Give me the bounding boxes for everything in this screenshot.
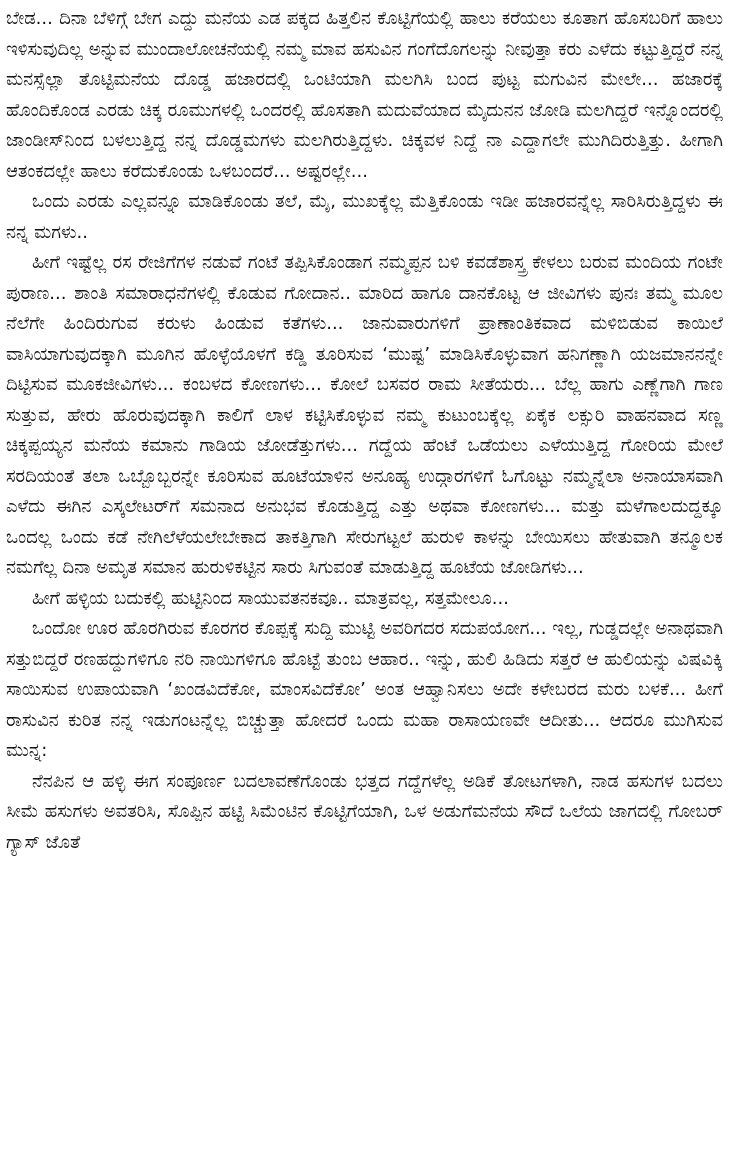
paragraph-4: ಹೀಗೆ ಹಳ್ಳಿಯ ಬದುಕಲ್ಲಿ ಹುಟ್ಟಿನಿಂದ ಸಾಯುವತನಕವೂ.. ಮಾತ್ರವಲ್ಲ, ಸತ್ತಮೇಲೂ...	[32, 587, 509, 609]
paragraph-2: ಒಂದು ಎರಡು ಎಲ್ಲವನ್ನೂ ಮಾಡಿಕೊಂಡು ತಲೆ, ಮೈ, ಮುಖಕ್ಕೆಲ್ಲ ಮೆತ್ತಿಕೊಂಡು ಇಡೀ ಹಜಾರವನ್ನೆಲ್ಲ ಸಾರಿಸಿರುತ್ತಿದ್ದಳು ಈ ನನ್ನ ಮಗಳು..	[6, 191, 723, 243]
paragraph-6: ನೆನಪಿನ ಆ ಹಳ್ಳಿ ಈಗ ಸಂಪೂರ್ಣ ಬದಲಾವಣೆಗೊಂಡು ಭತ್ತದ ಗದ್ದೆಗಳೆಲ್ಲ ಅಡಿಕೆ ತೋಟಗಳಾಗಿ, ನಾಡ ಹಸುಗಳ ಬದಲು ಸೀಮೆ ಹಸುಗಳು ಅವತರಿಸಿ, ಸೊಪ್ಪಿನ ಹಟ್ಟಿ ಸಿಮೆಂಟಿನ ಕೊಟ್ಟಿಗೆಯಾಗಿ, ಒಳ ಅಡುಗೆಮನೆಯ ಸೌದೆ ಒಲೆಯ ಜಾಗದಲ್ಲಿ ಗೋಬರ್ ಗ್ಯಾಸ್ ಜೊತೆ	[6, 770, 723, 853]
document-body	[6, 4, 723, 858]
paragraph-3: ಹೀಗೆ ಇಷ್ಟೆಲ್ಲ ರಸ ರೇಜಿಗೆಗಳ ನಡುವೆ ಗಂಟೆ ತಪ್ಪಿಸಿಕೊಂಡಾಗ ನಮ್ಮಪ್ಪನ ಬಳಿ ಕವಡೆಶಾಸ್ತ್ರ ಕೇಳಲು ಬರುವ ಮಂದಿಯ ಗಂಟೇ ಪುರಾಣ... ಶಾಂತಿ ಸಮಾರಾಧನೆಗಳಲ್ಲಿ ಕೊಡುವ ಗೋದಾನ.. ಮಾರಿದ ಹಾಗೂ ದಾನಕೊಟ್ಟ ಆ ಜೀವಿಗಳು ಪುನಃ ತಮ್ಮ ಮೂಲ ನೆಲೆಗೇ ಹಿಂದಿರುಗುವ ಕರುಳು ಹಿಂಡುವ ಕತೆಗಳು... ಜಾನುವಾರುಗಳಿಗೆ ಪ್ರಾಣಾಂತಿಕವಾದ ಮಳಿಬಿಡುವ ಕಾಯಿಲೆ ವಾಸಿಯಾಗುವುದಕ್ಕಾಗಿ ಮೂಗಿನ ಹೊಳ್ಳೆಯೊಳಗೆ ಕಡ್ಡಿ ತೂರಿಸುವ ‘ಮುಷ್ಟ’ ಮಾಡಿಸಿಕೊಳ್ಳುವಾಗ ಹನಿಗಣ್ಣಾಗಿ ಯಜಮಾನನನ್ನೇ ದಿಟ್ಟಿಸುವ ಮೂಕಜೀವಿಗಳು... ಕಂಬಳದ ಕೋಣಗಳು... ಕೋಲೆ ಬಸವರ ರಾಮ ಸೀತೆಯರು... ಬೆಲ್ಲ ಹಾಗು ಎಣ್ಣೆಗಾಗಿ ಗಾಣ ಸುತ್ತುವ, ಹೇರು ಹೊರುವುದಕ್ಕಾಗಿ ಕಾಲಿಗೆ ಲಾಳ ಕಟ್ಟಿಸಿಕೊಳ್ಳುವ ನಮ್ಮ ಕುಟುಂಬಕ್ಕೆಲ್ಲ ಏಕೈಕ ಲಕ್ಸುರಿ ವಾಹನವಾದ ಸಣ್ಣ ಚಿಕ್ಕಪ್ಪಯ್ಯನ ಮನೆಯ ಕಮಾನು ಗಾಡಿಯ ಜೋಡೆತ್ತುಗಳು... ಗದ್ದೆಯ ಹೆಂಟೆ ಒಡೆಯಲು ಎಳೆಯುತ್ತಿದ್ದ ಗೋರಿಯ ಮೇಲೆ ಸರದಿಯಂತೆ ತಲಾ ಒಬ್ಬೊಬ್ಬರನ್ನೇ ಕೂರಿಸುವ ಹೂಟೆಯಾಳಿನ ಅನೂಹ್ಯ ಉದ್ಗಾರಗಳಿಗೆ ಓಗೊಟ್ಟು ನಮ್ಮನ್ನೆಲಾ ಅನಾಯಾಸವಾಗಿ ಎಳೆದು ಈಗಿನ ಎಸ್ಕಲೇಟರ್‌ಗೆ ಸಮನಾದ ಅನುಭವ ಕೊಡುತ್ತಿದ್ದ ಎತ್ತು ಅಥವಾ ಕೋಣಗಳು... ಮತ್ತು ಮಳೆಗಾಲದುದ್ದಕ್ಕೂ ಒಂದಲ್ಲ ಒಂದು ಕಡೆ ನೇಗಿಲೆಳೆಯಲೇಬೇಕಾದ ತಾಕತ್ತಿಗಾಗಿ ಸೇರುಗಟ್ಟಲೆ ಹುರುಳಿ ಕಾಳನ್ನು ಬೇಯಿಸಲು ಹೇತುವಾಗಿ ತನ್ಮೂಲಕ ನಮಗೆಲ್ಲ ದಿನಾ ಅಮೃತ ಸಮಾನ ಹುರುಳಿಕಟ್ಟಿನ ಸಾರು ಸಿಗುವಂತೆ ಮಾಡುತ್ತಿದ್ದ ಹೂಟೆಯ ಜೋಡಿಗಳು...	[6, 252, 723, 578]
paragraph-1: ಬೇಡ... ದಿನಾ ಬೆಳಿಗ್ಗೆ ಬೇಗ ಎದ್ದು ಮನೆಯ ಎಡ ಪಕ್ಕದ ಹಿತ್ತಲಿನ ಕೊಟ್ಟಿಗೆಯಲ್ಲಿ ಹಾಲು ಕರೆಯಲು ಕೂತಾಗ ಹೊಸಬರಿಗೆ ಹಾಲು ಇಳಿಸುವುದಿಲ್ಲ ಅನ್ನುವ ಮುಂದಾಲೋಚನೆಯಲ್ಲಿ ನಮ್ಮ ಮಾವ ಹಸುವಿನ ಗಂಗೆದೊಗಲನ್ನು ನೀವುತ್ತಾ ಕರು ಎಳೆದು ಕಟ್ಟುತ್ತಿದ್ದರೆ ನನ್ನ ಮನಸ್ಸೆಲ್ಲಾ ತೊಟ್ಟಿಮನೆಯ ದೊಡ್ಡ ಹಜಾರದಲ್ಲಿ ಒಂಟಿಯಾಗಿ ಮಲಗಿಸಿ ಬಂದ ಪುಟ್ಟ ಮಗುವಿನ ಮೇಲೇ... ಹಜಾರಕ್ಕೆ ಹೊಂದಿಕೊಂಡ ಎರಡು ಚಿಕ್ಕ ರೂಮುಗಳಲ್ಲಿ ಒಂದರಲ್ಲಿ ಹೊಸತಾಗಿ ಮದುವೆಯಾದ ಮೈದುನನ ಜೋಡಿ ಮಲಗಿದ್ದರೆ ಇನ್ನೊಂದರಲ್ಲಿ ಜಾಂಡೀಸ್‌ನಿಂದ ಬಳಲುತ್ತಿದ್ದ ನನ್ನ ದೊಡ್ಡಮಗಳು ಮಲಗಿರುತ್ತಿದ್ದಳು. ಚಿಕ್ಕವಳ ನಿದ್ದೆ ನಾ ಎದ್ದಾಗಲೇ ಮುಗಿದಿರುತ್ತಿತ್ತು. ಹೀಗಾಗಿ ಆತಂಕದಲ್ಲೇ ಹಾಲು ಕರೆದುಕೊಂಡು ಒಳಬಂದರೆ... ಅಷ್ಟರಲ್ಲೇ...	[6, 8, 723, 182]
paragraph-5: ಒಂದೋ ಊರ ಹೊರಗಿರುವ ಕೊರಗರ ಕೊಪ್ಪಕ್ಕೆ ಸುದ್ದಿ ಮುಟ್ಟಿ ಅವರಿಗದರ ಸದುಪಯೋಗ... ಇಲ್ಲ, ಗುಡ್ಡದಲ್ಲೇ ಅನಾಥವಾಗಿ ಸತ್ತುಬಿದ್ದರೆ ರಣಹದ್ದುಗಳಿಗೂ ನರಿ ನಾಯಿಗಳಿಗೂ ಹೊಟ್ಟೆ ತುಂಬ ಆಹಾರ.. ಇನ್ನು, ಹುಲಿ ಹಿಡಿದು ಸತ್ತರೆ ಆ ಹುಲಿಯನ್ನು ವಿಷವಿಕ್ಕಿ ಸಾಯಿಸುವ ಉಪಾಯವಾಗಿ ‘ಖಂಡವಿದೆಕೋ, ಮಾಂಸವಿದೆಕೋ’ ಅಂತ ಆಹ್ವಾನಿಸಲು ಅದೇ ಕಳೇಬರದ ಮರು ಬಳಕೆ... ಹೀಗೆ ರಾಸುವಿನ ಕುರಿತ ನನ್ನ ಇಡುಗಂಟನ್ನೆಲ್ಲ ಬಿಚ್ಚುತ್ತಾ ಹೋದರೆ ಒಂದು ಮಹಾ ರಾಸಾಯಣವೇ ಆದೀತು... ಆದರೂ ಮುಗಿಸುವ ಮುನ್ನ:	[6, 618, 723, 761]
